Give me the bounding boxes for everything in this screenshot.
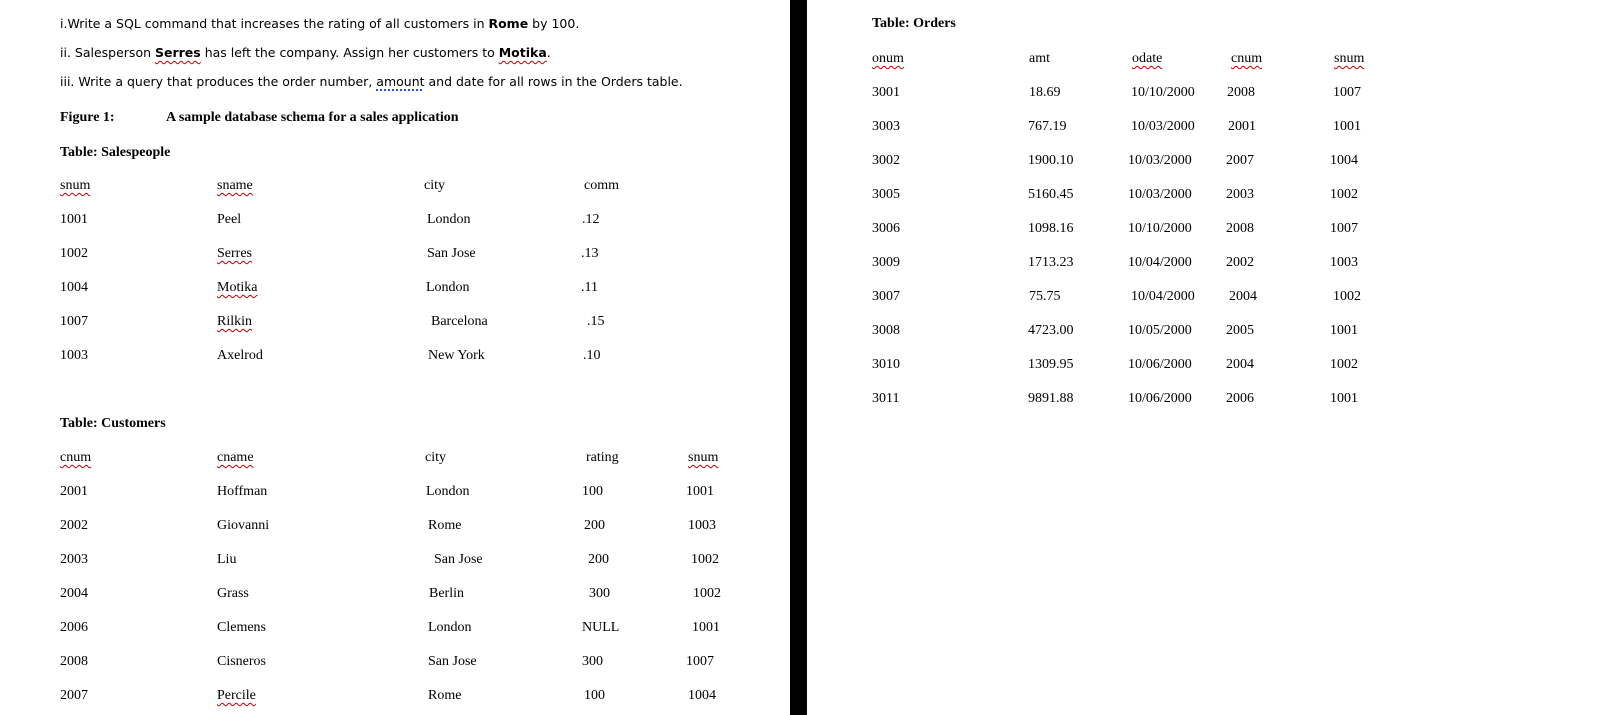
question-3-text: iii. Write a query that produces the order number,	[60, 74, 377, 89]
table-cell: 1003	[1330, 255, 1358, 270]
table-cell: Axelrod	[217, 348, 263, 363]
table-cell: 1007	[1333, 85, 1361, 100]
question-1-text-end: by 100.	[528, 16, 580, 31]
table-cell: 1309.95	[1028, 357, 1074, 372]
table-cell: London	[428, 620, 472, 635]
table-cell: Hoffman	[217, 484, 268, 499]
table-cell: Giovanni	[217, 518, 270, 533]
orders-header-odate: odate	[1132, 51, 1163, 66]
orders-header-amt: amt	[1029, 51, 1050, 66]
table-cell: 4723.00	[1028, 323, 1074, 338]
figure-label: Figure 1:	[60, 110, 115, 125]
table-cell: 1007	[686, 654, 714, 669]
table-cell: San Jose	[434, 552, 483, 567]
customers-header-cname: cname	[217, 450, 254, 465]
table-cell: 3003	[872, 119, 900, 134]
table-cell: 2001	[60, 484, 88, 499]
table-cell: 10/06/2000	[1128, 391, 1192, 406]
table-cell: 2007	[60, 688, 88, 703]
table-cell: 3001	[872, 85, 900, 100]
table-cell: 1098.16	[1028, 221, 1074, 236]
question-3	[60, 74, 683, 89]
table-cell: 2006	[60, 620, 88, 635]
table-cell: 2006	[1226, 391, 1254, 406]
customers-header-cnum: cnum	[60, 450, 92, 465]
table-cell: Rome	[428, 518, 462, 533]
orders-header-onum: onum	[872, 51, 904, 66]
table-cell: 1003	[688, 518, 716, 533]
table-cell: Liu	[217, 552, 237, 567]
table-cell: 10/03/2000	[1128, 153, 1192, 168]
table-cell: 18.69	[1029, 85, 1061, 100]
table-cell: 2008	[60, 654, 88, 669]
customers-header-rating: rating	[586, 450, 619, 465]
table-cell: 1713.23	[1028, 255, 1074, 270]
table-cell: 10/04/2000	[1131, 289, 1195, 304]
salespeople-header-city: city	[424, 178, 445, 193]
table-cell: .11	[581, 280, 598, 295]
table-cell: 1004	[1330, 153, 1358, 168]
table-cell: Serres	[217, 246, 252, 261]
table-cell: 3006	[872, 221, 900, 236]
table-cell: 2001	[1228, 119, 1256, 134]
right-document-page	[807, 0, 1600, 715]
table-cell: 300	[582, 654, 603, 669]
table-cell: 1002	[60, 246, 88, 261]
table-cell: Barcelona	[431, 314, 488, 329]
question-2-bold-motika: Motika	[498, 45, 547, 60]
table-cell: 2007	[1226, 153, 1254, 168]
table-cell: San Jose	[428, 654, 477, 669]
table-cell: Percile	[217, 688, 256, 703]
table-cell: 1001	[692, 620, 720, 635]
table-cell: 1002	[691, 552, 719, 567]
table-cell: 1002	[693, 586, 721, 601]
table-cell: 1004	[60, 280, 88, 295]
question-1-text: i.Write a SQL command that increases the rating of all customers in	[60, 16, 489, 31]
table-cell: 10/04/2000	[1128, 255, 1192, 270]
orders-header-cnum: cnum	[1231, 51, 1263, 66]
question-1-bold: Rome	[488, 16, 529, 31]
table-cell: 1001	[1330, 323, 1358, 338]
table-cell: 10/10/2000	[1128, 221, 1192, 236]
page-divider	[790, 0, 807, 715]
table-cell: 3002	[872, 153, 900, 168]
table-cell: 9891.88	[1028, 391, 1074, 406]
table-cell: 1002	[1330, 187, 1358, 202]
table-cell: 100	[582, 484, 603, 499]
table-cell: 2005	[1226, 323, 1254, 338]
question-2	[60, 45, 551, 60]
table-cell: .10	[583, 348, 601, 363]
customers-header-city: city	[425, 450, 446, 465]
table-cell: 2004	[1226, 357, 1254, 372]
table-cell: New York	[428, 348, 485, 363]
table-cell: 10/10/2000	[1131, 85, 1195, 100]
question-2-bold-serres: Serres	[154, 45, 201, 60]
table-cell: 75.75	[1029, 289, 1061, 304]
table-cell: 3010	[872, 357, 900, 372]
table-cell: 10/03/2000	[1131, 119, 1195, 134]
orders-table-title: Table: Orders	[872, 16, 956, 31]
question-1	[60, 16, 579, 31]
table-cell: 300	[589, 586, 610, 601]
table-cell: 10/06/2000	[1128, 357, 1192, 372]
table-cell: 3005	[872, 187, 900, 202]
table-cell: 1002	[1333, 289, 1361, 304]
table-cell: 2004	[1229, 289, 1257, 304]
salespeople-header-sname: sname	[217, 178, 253, 193]
question-2-text-end: .	[546, 45, 551, 60]
table-cell: Grass	[217, 586, 249, 601]
table-cell: 10/05/2000	[1128, 323, 1192, 338]
table-cell: 1001	[1330, 391, 1358, 406]
table-cell: Motika	[217, 280, 258, 295]
table-cell: .13	[581, 246, 599, 261]
table-cell: 2008	[1227, 85, 1255, 100]
table-cell: 3007	[872, 289, 900, 304]
table-cell: 3009	[872, 255, 900, 270]
table-cell: 5160.45	[1028, 187, 1074, 202]
table-cell: 3011	[872, 391, 900, 406]
table-cell: 1002	[1330, 357, 1358, 372]
table-cell: 1001	[1333, 119, 1361, 134]
table-cell: 2008	[1226, 221, 1254, 236]
left-document-page	[0, 0, 790, 715]
table-cell: San Jose	[427, 246, 476, 261]
table-cell: 2002	[1226, 255, 1254, 270]
table-cell: Cisneros	[217, 654, 266, 669]
table-cell: 200	[588, 552, 609, 567]
table-cell: 2004	[60, 586, 88, 601]
table-cell: London	[427, 212, 471, 227]
table-cell: London	[426, 280, 470, 295]
table-cell: 2003	[1226, 187, 1254, 202]
table-cell: 1001	[60, 212, 88, 227]
figure-caption: A sample database schema for a sales application	[166, 110, 459, 125]
table-cell: .15	[587, 314, 605, 329]
table-cell: 2002	[60, 518, 88, 533]
table-cell: 3008	[872, 323, 900, 338]
table-cell: 767.19	[1028, 119, 1067, 134]
table-cell: Rome	[428, 688, 462, 703]
orders-header-snum: snum	[1334, 51, 1365, 66]
table-cell: NULL	[582, 620, 620, 635]
table-cell: Rilkin	[217, 314, 253, 329]
question-2-text-middle: has left the company. Assign her customers to	[200, 45, 499, 60]
question-2-text: ii. Salesperson	[60, 45, 155, 60]
table-cell: 1007	[60, 314, 88, 329]
question-3-marked-word: amount	[376, 74, 425, 89]
customers-header-snum: snum	[688, 450, 719, 465]
table-cell: 200	[584, 518, 605, 533]
salespeople-header-snum: snum	[60, 178, 91, 193]
table-cell: Berlin	[429, 586, 464, 601]
question-3-text-end: and date for all rows in the Orders table.	[424, 74, 683, 89]
table-cell: 1001	[686, 484, 714, 499]
salespeople-table-title: Table: Salespeople	[60, 145, 171, 160]
table-cell: 1900.10	[1028, 153, 1074, 168]
table-cell: Peel	[217, 212, 242, 227]
table-cell: .12	[582, 212, 600, 227]
customers-table-title: Table: Customers	[60, 416, 166, 431]
table-cell: 10/03/2000	[1128, 187, 1192, 202]
table-cell: Clemens	[217, 620, 266, 635]
table-cell: London	[426, 484, 470, 499]
table-cell: 1004	[688, 688, 716, 703]
salespeople-header-comm: comm	[584, 178, 619, 193]
table-cell: 1007	[1330, 221, 1358, 236]
table-cell: 2003	[60, 552, 88, 567]
table-cell: 100	[584, 688, 605, 703]
table-cell: 1003	[60, 348, 88, 363]
